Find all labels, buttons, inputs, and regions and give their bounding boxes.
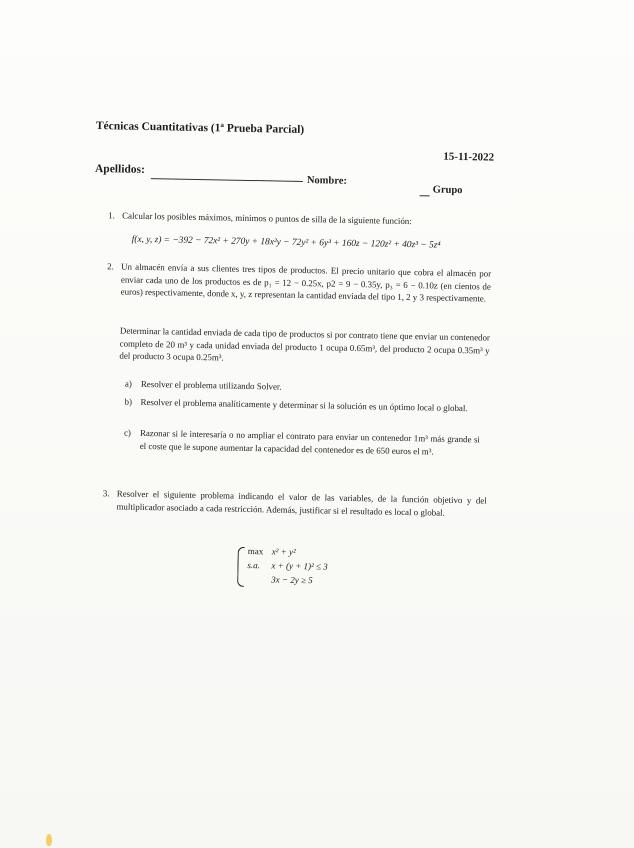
apellidos-label: Apellidos: [94, 162, 146, 176]
constraint-1: x + (y + 1)² ≤ 3 [271, 560, 328, 572]
exam-date: 15-11-2022 [443, 150, 495, 164]
exam-content [94, 120, 516, 586]
nombre-label: Nombre: [306, 175, 348, 187]
q2-item-a: Resolver el problema utilizando Solver. [140, 378, 282, 392]
apellidos-line [151, 178, 303, 182]
q2-item-c-label: c) [123, 427, 132, 438]
grupo-label: Grupo [432, 184, 463, 197]
q2-item-c: Razonar si le interesaría o no ampliar el contrato para enviar un contenedor 1m³ más grande si el coste que le supone aumentar la capacidad del contenedor es de 650 euros el m³. [139, 427, 481, 457]
q3-text: Resolver el siguiente problema indicando el valor de las variables, de la función objetivo y del multiplicador asociado a cada restricción. Además, justificar si el resultado es local o global. [116, 488, 487, 518]
q1-formula: f(x, y, z) = −392 − 72x² + 270y + 18x²y − 72y² + 6y³ + 160z − 120z² + 40z³ − 5z⁴ [131, 234, 441, 251]
q2-item-b: Resolver el problema analíticamente y determinar si la solución es un óptimo local o global. [140, 396, 468, 414]
q2-paragraph-1: Un almacén envía a sus clientes tres tipos de productos. El precio unitario que cobra el almacén por enviar cada uno de los productos es de p₁ = 12 − 0.25x, p2 = 9 − 0.35y, p₃ = 6 − 0.10z (en cientos de euros) respectivamente, donde x, y, z representan la cantidad enviada del tipo 1, 2 y 3 respectivamente. [120, 261, 492, 304]
objective-function: x² + y² [271, 546, 296, 557]
objective-label: max [247, 545, 264, 557]
q2-item-b-label: b) [124, 396, 133, 407]
st-label: s.a. [247, 559, 261, 571]
q2-number: 2. [107, 261, 115, 272]
grupo-line [420, 195, 430, 196]
q3-number: 3. [102, 488, 110, 499]
q2-item-a-label: a) [124, 378, 132, 389]
q2-paragraph-2: Determinar la cantidad enviada de cada tipo de productos si por contrato tiene que enviar un contenedor completo de 20 m³ y cada unidad enviada del producto 1 ocupa 0.65m³, del producto 2 ocupa 0.35m³ y del producto 3 ocupa 0.25m³. [119, 325, 490, 363]
constraint-2: 3x − 2y ≥ 5 [271, 574, 313, 586]
system-brace [237, 547, 245, 587]
exam-title: Técnicas Cuantitativas (1ª Prueba Parcial) [95, 120, 305, 136]
q1-number: 1. [108, 210, 116, 221]
q1-text: Calcular los posibles máximos, mínimos o puntos de silla de la siguiente función: [122, 210, 412, 227]
scan-artifact [46, 834, 52, 846]
